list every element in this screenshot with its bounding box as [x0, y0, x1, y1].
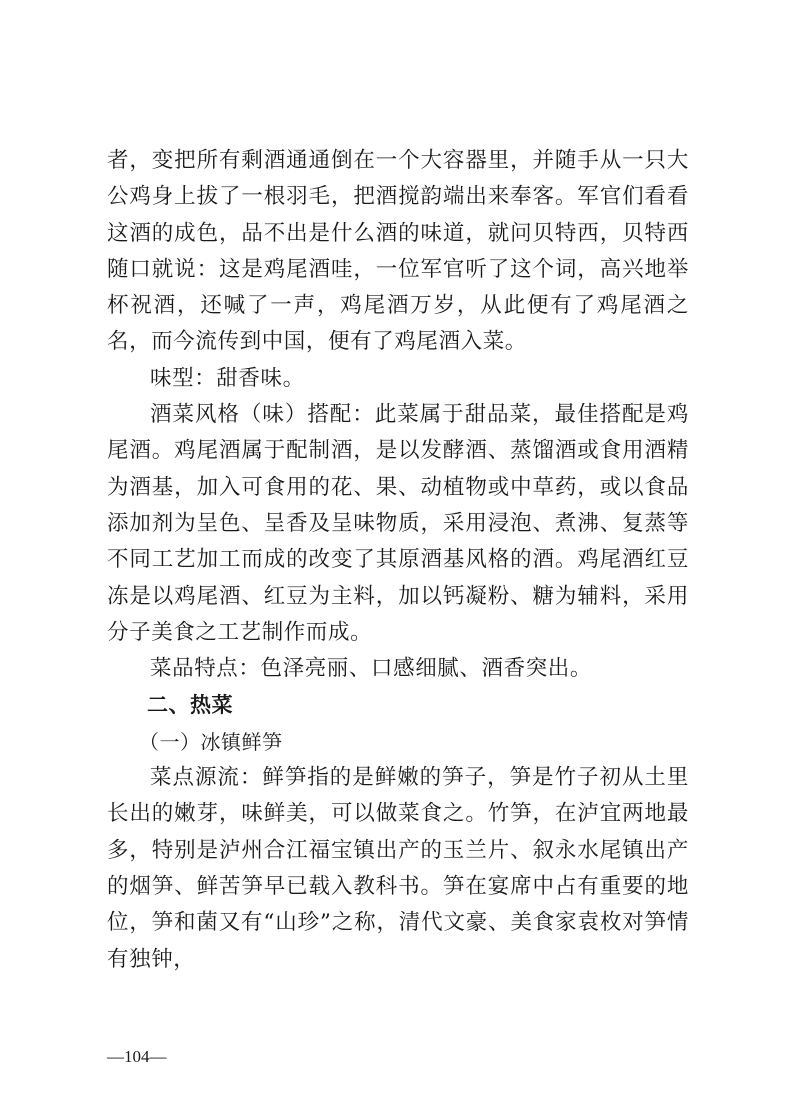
paragraph-bamboo-origin: 菜点源流：鲜笋指的是鲜嫩的笋子，笋是竹子初从土里长出的嫩芽，味鲜美，可以做菜食之。竹笋，在泸宜两地最多，特别是泸州合江福宝镇出产的玉兰片、叙永水尾镇出产的烟笋、鲜苦笋早已载入教科书。笋在宴席中占有重要的地位，笋和菌又有“山珍”之称，清代文豪、美食家袁枚对笋情有独钟， [107, 765, 689, 972]
paragraph-flavor-type: 味型：甜香味。 [150, 365, 305, 391]
page-number: —104— [107, 1047, 167, 1066]
paragraph-dish-features: 菜品特点：色泽亮丽、口感细腻、酒香突出。 [150, 656, 593, 682]
page-body [107, 143, 689, 978]
subsection-heading-iced-bamboo-shoots: （一）冰镇鲜笋 [139, 729, 283, 754]
paragraph-wine-pairing: 酒菜风格（味）搭配：此菜属于甜品菜，最佳搭配是鸡尾酒。鸡尾酒属于配制酒，是以发酵酒、蒸馏酒或食用酒精为酒基，加入可食用的花、果、动植物或中草药，或以食品添加剂为呈色、呈香及呈味物质，采用浸泡、煮沸、复蒸等不同工艺加工而成的改变了其原酒基风格的酒。鸡尾酒红豆冻是以鸡尾酒、红豆为主料，加以钙凝粉、糖为辅料，采用分子美食之工艺制作而成。 [107, 402, 689, 645]
paragraph-cocktail-origin: 者，变把所有剩酒通通倒在一个大容器里，并随手从一只大公鸡身上拔了一根羽毛，把酒搅韵端出来奉客。军官们看看这酒的成色，品不出是什么酒的味道，就问贝特西，贝特西随口就说：这是鸡尾酒哇，一位军官听了这个词，高兴地举杯祝酒，还喊了一声，鸡尾酒万岁，从此便有了鸡尾酒之名，而今流传到中国，便有了鸡尾酒入菜。 [107, 148, 689, 355]
section-heading-hot-dishes: 二、热菜 [147, 693, 233, 718]
